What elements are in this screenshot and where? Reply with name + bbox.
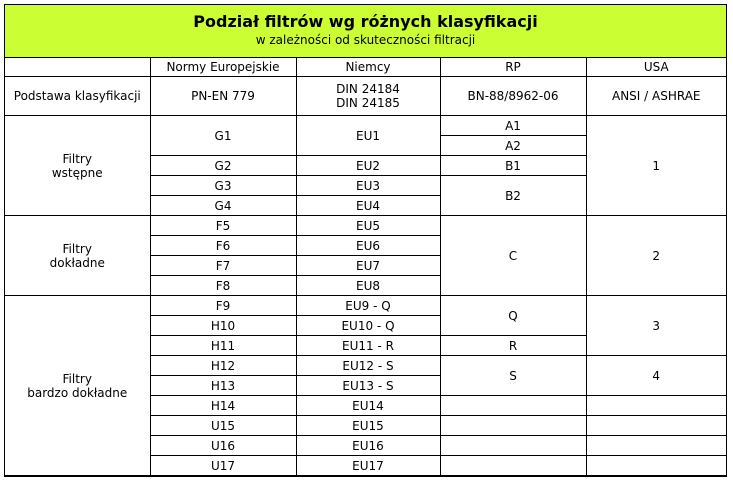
cell-de-eu11: EU11 - R [296,336,440,356]
group-dokladne-line1: Filtry [62,241,92,256]
cell-de-eu17: EU17 [296,456,440,476]
basis-row [5,77,726,116]
cell-eu-f6: F6 [150,236,296,256]
cell-usa-2: 2 [586,216,726,296]
cell-eu-u17: U17 [150,456,296,476]
cell-usa-empty-u17 [586,456,726,476]
table-row [5,116,726,136]
cell-eu-u15: U15 [150,416,296,436]
cell-de-eu8: EU8 [296,276,440,296]
cell-rp-b1: B1 [440,156,586,176]
table-row [5,296,726,316]
cell-eu-h11: H11 [150,336,296,356]
column-header-row [5,57,726,77]
cell-de-eu9: EU9 - Q [296,296,440,316]
cell-de-eu3: EU3 [296,176,440,196]
cell-de-eu14: EU14 [296,396,440,416]
group-bardzo-line2: bardzo dokładne [27,385,128,400]
basis-de-line2: DIN 24185 [336,96,400,110]
cell-eu-h13: H13 [150,376,296,396]
cell-eu-f9: F9 [150,296,296,316]
column-header-empty [5,57,150,77]
cell-usa-empty-u16 [586,436,726,456]
cell-eu-g2: G2 [150,156,296,176]
cell-de-eu16: EU16 [296,436,440,456]
column-header-rp: RP [440,57,586,77]
cell-eu-f8: F8 [150,276,296,296]
page-title: Podział filtrów wg różnych klasyfikacji [193,12,538,31]
page-subtitle: w zależności od skuteczności filtracji [255,33,476,47]
cell-de-eu1: EU1 [296,116,440,156]
cell-de-eu13: EU13 - S [296,376,440,396]
cell-eu-h14: H14 [150,396,296,416]
cell-usa-4: 4 [586,356,726,396]
column-header-de: Niemcy [296,57,440,77]
cell-de-eu15: EU15 [296,416,440,436]
group-wstepne [5,116,150,216]
group-bardzo-line1: Filtry [62,371,92,386]
cell-usa-empty-h14 [586,396,726,416]
group-wstepne-line2: wstępne [51,165,103,180]
group-dokladne [5,216,150,296]
basis-usa: ANSI / ASHRAE [586,77,726,116]
cell-usa-empty-u15 [586,416,726,436]
basis-label: Podstawa klasyfikacji [5,77,150,116]
classification-table [5,57,726,476]
basis-rp: BN-88/8962-06 [440,77,586,116]
cell-de-eu7: EU7 [296,256,440,276]
cell-de-eu10: EU10 - Q [296,316,440,336]
cell-eu-g4: G4 [150,196,296,216]
cell-usa-1: 1 [586,116,726,216]
column-header-usa: USA [586,57,726,77]
cell-rp-empty-u17 [440,456,586,476]
cell-rp-empty-h14 [440,396,586,416]
cell-rp-a2: A2 [440,136,586,156]
group-dokladne-line2: dokładne [49,255,105,270]
group-wstepne-line1: Filtry [62,151,92,166]
cell-eu-g3: G3 [150,176,296,196]
cell-rp-s: S [440,356,586,396]
group-bardzo-dokladne [5,296,150,476]
cell-rp-a1: A1 [440,116,586,136]
cell-de-eu6: EU6 [296,236,440,256]
cell-eu-h10: H10 [150,316,296,336]
cell-rp-r: R [440,336,586,356]
classification-table-frame [4,4,727,477]
cell-rp-c: C [440,216,586,296]
cell-rp-b2: B2 [440,176,586,216]
cell-rp-q: Q [440,296,586,336]
cell-eu-h12: H12 [150,356,296,376]
cell-rp-empty-u16 [440,436,586,456]
cell-usa-3: 3 [586,296,726,356]
basis-de-line1: DIN 24184 [336,82,400,96]
basis-de [296,77,440,116]
table-row [5,216,726,236]
cell-rp-empty-u15 [440,416,586,436]
column-header-eu: Normy Europejskie [150,57,296,77]
cell-de-eu4: EU4 [296,196,440,216]
cell-eu-g1: G1 [150,116,296,156]
cell-eu-u16: U16 [150,436,296,456]
basis-eu: PN-EN 779 [150,77,296,116]
cell-de-eu12: EU12 - S [296,356,440,376]
cell-eu-f7: F7 [150,256,296,276]
cell-de-eu5: EU5 [296,216,440,236]
table-header [5,5,726,58]
cell-de-eu2: EU2 [296,156,440,176]
cell-eu-f5: F5 [150,216,296,236]
